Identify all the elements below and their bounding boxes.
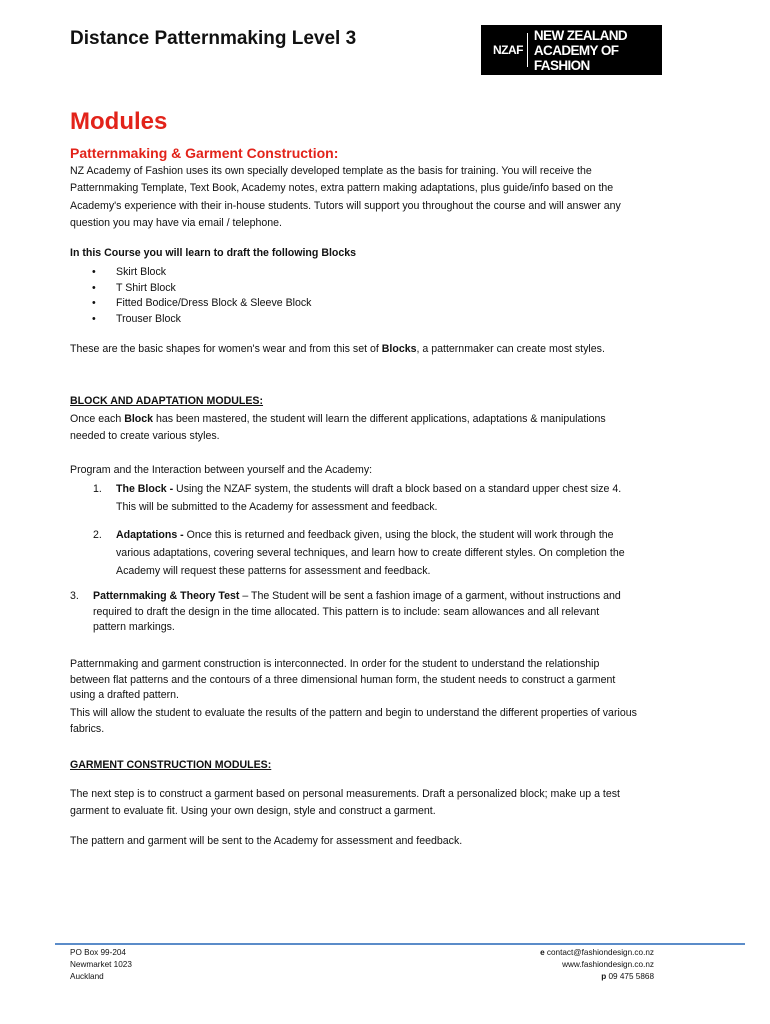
text-run: These are the basic shapes for women's wear and from this set of [70,343,382,355]
footer-address [70,947,132,983]
phone-prefix: p [601,972,609,981]
document-title: Distance Patternmaking Level 3 [70,28,357,49]
list-item: • Trouser Block [70,312,311,328]
section-subheading: Patternmaking & Garment Construction: [70,145,339,161]
course-heading: In this Course you will learn to draft the following Blocks [70,247,357,259]
step-text: Once this is returned and feedback given, using the block, the student will work through the various adaptations, covering several techniques, and learn how to create different styles. On completion the Academy will request these patterns for assessment and feedback. [116,529,625,577]
phone-number: 09 475 5868 [608,972,654,981]
address-line: PO Box 99-204 [70,948,126,957]
list-item: • Fitted Bodice/Dress Block & Sleeve Block [70,296,311,312]
logo-mark: NZAF [493,43,523,57]
next-step-paragraph: The next step is to construct a garment based on personal measurements. Draft a personalized block; make up a test garment to evaluate fit. Using your own design, style and construct a garment. [70,788,620,818]
step-3 [70,589,630,636]
program-intro: Program and the Interaction between yourself and the Academy: [70,464,373,476]
step-text: Using the NZAF system, the students will draft a block based on a standard upper chest size 4. This will be submitted to the Academy for assessment and feedback. [116,483,622,513]
garment-modules-heading: GARMENT CONSTRUCTION MODULES: [70,759,272,771]
nzaf-logo [481,25,662,75]
email-link[interactable]: contact@fashiondesign.co.nz [546,948,654,957]
footer-contact [540,947,654,983]
step-number: 3. [70,590,79,602]
address-line: Auckland [70,972,104,981]
logo-divider [527,33,528,67]
step-title: The Block - [116,483,177,495]
page-heading: Modules [70,108,168,135]
block-modules-heading: BLOCK AND ADAPTATION MODULES: [70,395,264,407]
step-text: – The Student will be sent a fashion image of a garment, without instructions and required to draft the design in the time allocated. This pattern is to include: seam allowances and all relevant pattern markings. [93,590,621,634]
interconnected-paragraph: Patternmaking and garment construction is interconnected. In order for the student to understand the relationship between flat patterns and the contours of a three dimensional human form, the student needs to construct a garment using a drafted pattern. [70,658,616,702]
logo-text [534,28,662,73]
basic-shapes-paragraph [70,341,640,358]
logo-line1: NEW ZEALAND [533,27,628,43]
block-modules-paragraph [70,411,640,446]
step-title: Adaptations - [116,529,187,541]
sent-to-paragraph: The pattern and garment will be sent to the Academy for assessment and feedback. [70,835,463,847]
blocks-list [70,265,311,328]
text-run: has been mastered, the student will learn the different applications, adaptations & manipulations needed to create various styles. [70,413,606,443]
bold-text: Blocks [381,343,417,355]
footer-divider [55,943,745,945]
text-run: , a patternmaker can create most styles. [416,343,605,355]
address-line: Newmarket 1023 [70,960,132,969]
bold-text: Block [124,413,154,425]
email-prefix: e [540,948,547,957]
logo-line2: ACADEMY OF FASHION [533,42,619,73]
step-2 [93,527,633,580]
text-run: Once each [70,413,125,425]
intro-paragraph: NZ Academy of Fashion uses its own specially developed template as the basis for training. You will receive the Patternmaking Template, Text Book, Academy notes, extra pattern making adaptations, plus guide/info based on the Academy's experience with their in-house students. Tutors will support you throughout the course and will answer any question you may have via email / telephone. [70,165,621,229]
step-number: 1. [93,483,102,495]
footer-website[interactable]: www.fashiondesign.co.nz [562,960,654,969]
footer-email [540,947,654,959]
footer-phone [540,971,654,983]
step-1 [93,481,633,517]
list-item: • T Shirt Block [70,281,311,297]
list-item: • Skirt Block [70,265,311,281]
step-number: 2. [93,529,102,541]
evaluate-paragraph: This will allow the student to evaluate the results of the pattern and begin to understand the different properties of various fabrics. [70,707,637,735]
step-title: Patternmaking & Theory Test [93,590,240,602]
